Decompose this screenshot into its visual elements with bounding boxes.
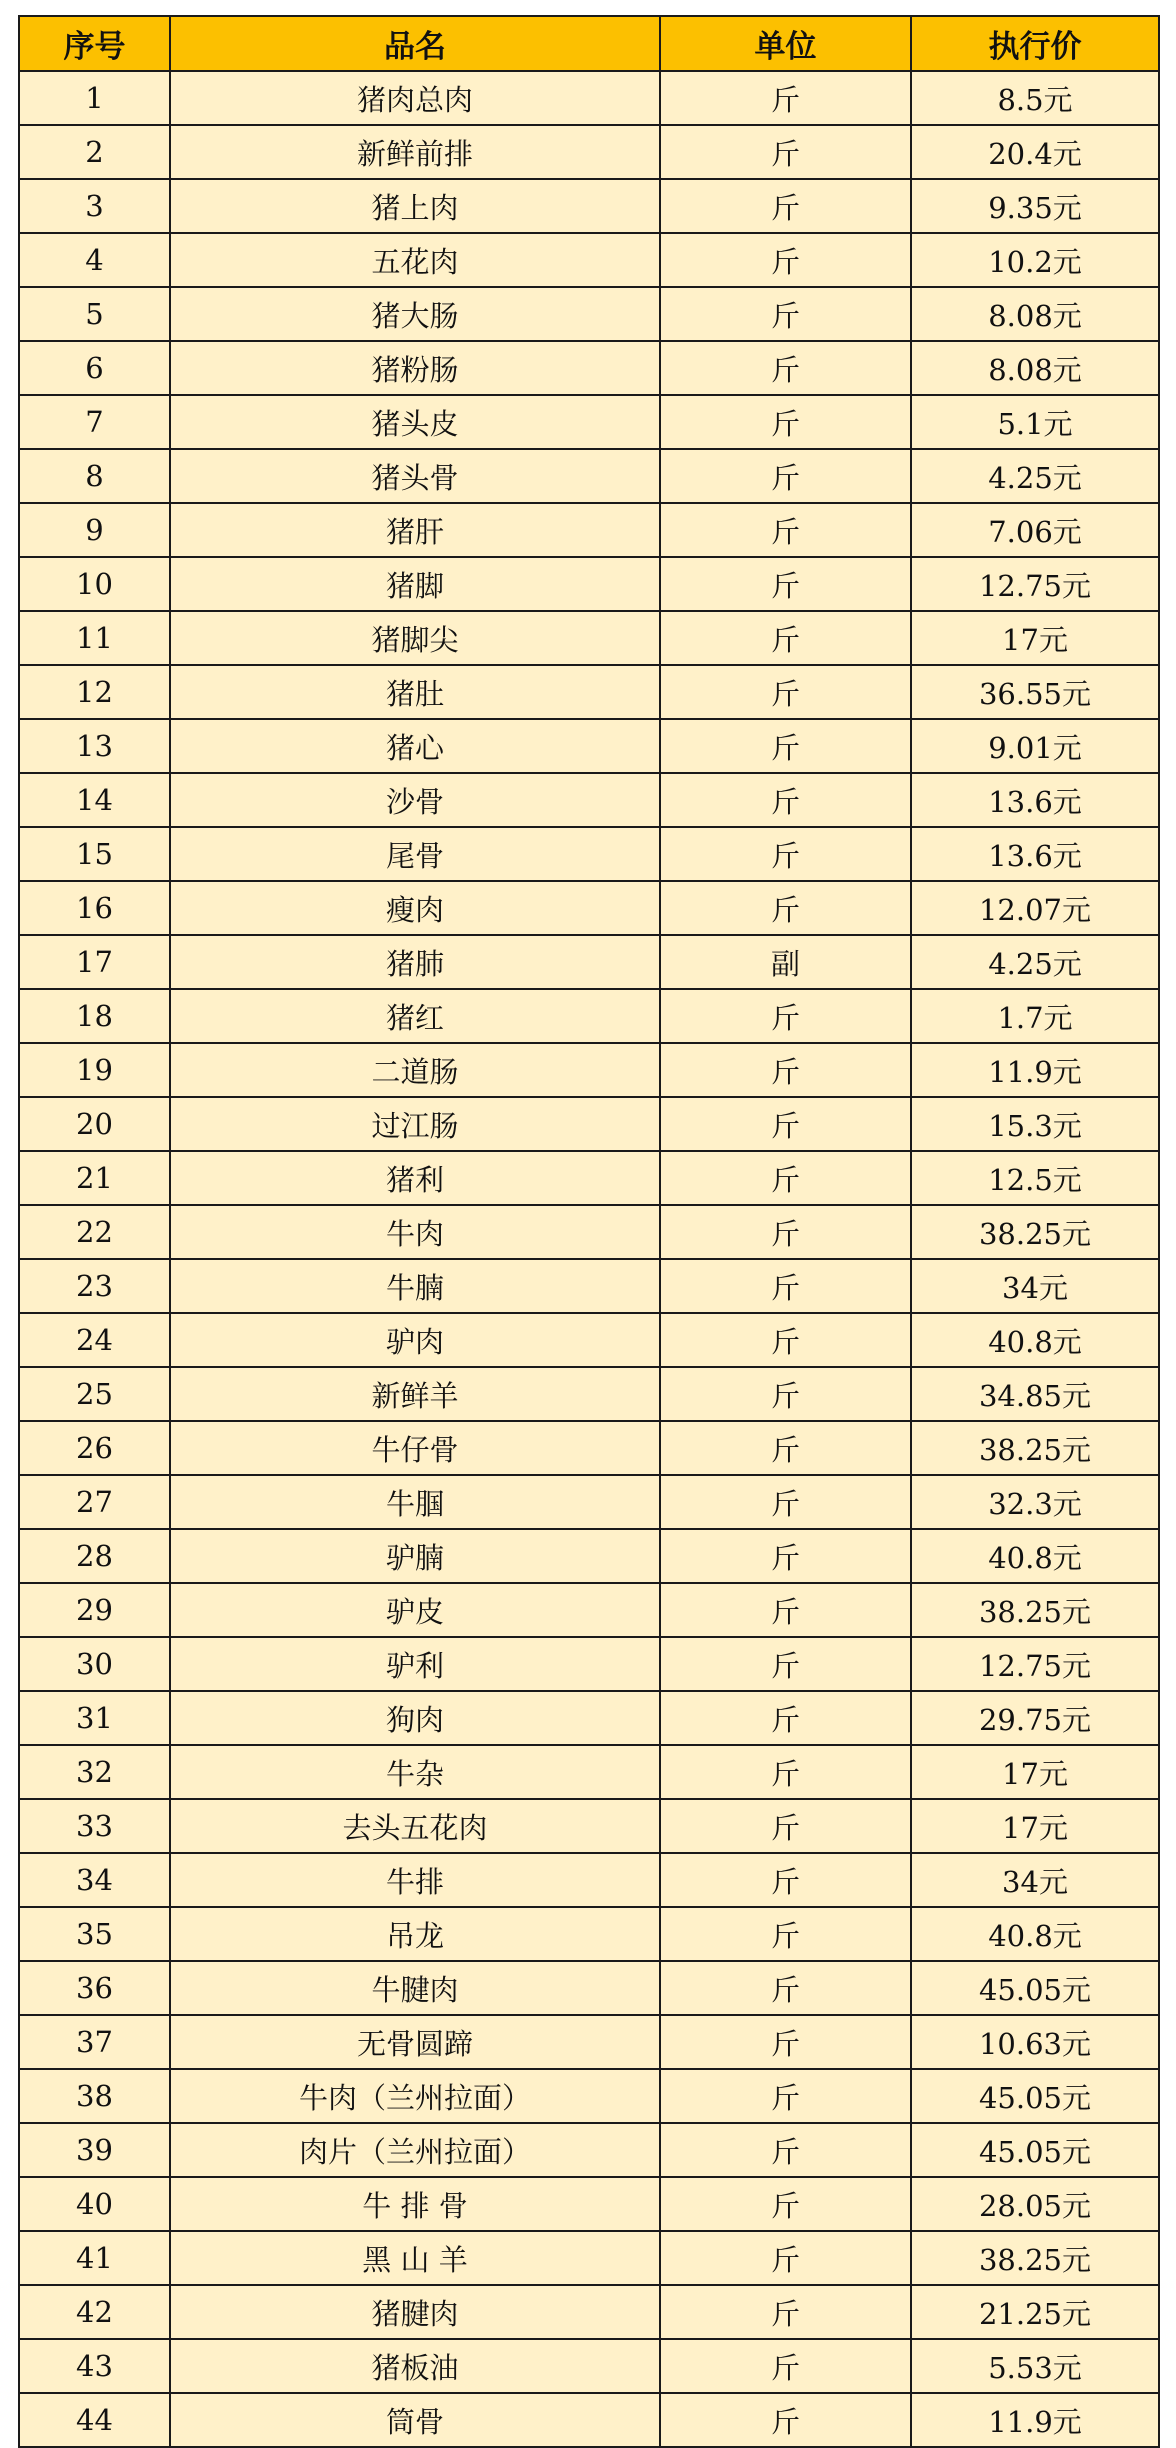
table-row bbox=[19, 665, 1159, 719]
cell-name: 猪心 bbox=[170, 719, 660, 773]
cell-unit: 斤 bbox=[660, 2393, 911, 2447]
table-row bbox=[19, 1853, 1159, 1907]
cell-unit: 斤 bbox=[660, 2015, 911, 2069]
table-row bbox=[19, 1529, 1159, 1583]
cell-index: 35 bbox=[19, 1907, 170, 1961]
cell-price: 45.05元 bbox=[911, 2069, 1159, 2123]
table-row bbox=[19, 2069, 1159, 2123]
cell-price: 21.25元 bbox=[911, 2285, 1159, 2339]
table-row bbox=[19, 1043, 1159, 1097]
cell-unit: 斤 bbox=[660, 1205, 911, 1259]
cell-unit: 斤 bbox=[660, 2069, 911, 2123]
cell-unit: 副 bbox=[660, 935, 911, 989]
cell-price: 15.3元 bbox=[911, 1097, 1159, 1151]
table-row bbox=[19, 1367, 1159, 1421]
cell-unit: 斤 bbox=[660, 2285, 911, 2339]
table-header-row bbox=[19, 16, 1159, 71]
cell-unit: 斤 bbox=[660, 449, 911, 503]
cell-name: 新鲜前排 bbox=[170, 125, 660, 179]
table-row bbox=[19, 773, 1159, 827]
cell-name: 牛肉（兰州拉面） bbox=[170, 2069, 660, 2123]
cell-name: 驴利 bbox=[170, 1637, 660, 1691]
cell-index: 24 bbox=[19, 1313, 170, 1367]
cell-price: 4.25元 bbox=[911, 449, 1159, 503]
cell-name: 猪利 bbox=[170, 1151, 660, 1205]
cell-price: 20.4元 bbox=[911, 125, 1159, 179]
cell-price: 13.6元 bbox=[911, 827, 1159, 881]
cell-index: 32 bbox=[19, 1745, 170, 1799]
table-row bbox=[19, 1907, 1159, 1961]
cell-unit: 斤 bbox=[660, 1313, 911, 1367]
cell-unit: 斤 bbox=[660, 719, 911, 773]
cell-price: 8.08元 bbox=[911, 287, 1159, 341]
cell-index: 22 bbox=[19, 1205, 170, 1259]
cell-price: 8.08元 bbox=[911, 341, 1159, 395]
cell-price: 38.25元 bbox=[911, 1421, 1159, 1475]
cell-price: 8.5元 bbox=[911, 71, 1159, 125]
cell-price: 38.25元 bbox=[911, 1205, 1159, 1259]
cell-name: 黑 山 羊 bbox=[170, 2231, 660, 2285]
cell-index: 8 bbox=[19, 449, 170, 503]
cell-index: 38 bbox=[19, 2069, 170, 2123]
cell-name: 沙骨 bbox=[170, 773, 660, 827]
cell-price: 40.8元 bbox=[911, 1313, 1159, 1367]
table-row bbox=[19, 2285, 1159, 2339]
cell-price: 45.05元 bbox=[911, 2123, 1159, 2177]
cell-index: 23 bbox=[19, 1259, 170, 1313]
cell-price: 17元 bbox=[911, 1799, 1159, 1853]
cell-name: 猪头皮 bbox=[170, 395, 660, 449]
cell-price: 11.9元 bbox=[911, 2393, 1159, 2447]
table-row bbox=[19, 2339, 1159, 2393]
table-row bbox=[19, 1205, 1159, 1259]
cell-price: 9.35元 bbox=[911, 179, 1159, 233]
cell-name: 猪腱肉 bbox=[170, 2285, 660, 2339]
cell-index: 17 bbox=[19, 935, 170, 989]
cell-name: 驴肉 bbox=[170, 1313, 660, 1367]
cell-index: 26 bbox=[19, 1421, 170, 1475]
table-row bbox=[19, 2123, 1159, 2177]
cell-price: 12.07元 bbox=[911, 881, 1159, 935]
cell-index: 2 bbox=[19, 125, 170, 179]
table-row bbox=[19, 719, 1159, 773]
table-row bbox=[19, 1097, 1159, 1151]
cell-name: 猪脚 bbox=[170, 557, 660, 611]
cell-unit: 斤 bbox=[660, 557, 911, 611]
cell-price: 10.2元 bbox=[911, 233, 1159, 287]
cell-name: 肉片（兰州拉面） bbox=[170, 2123, 660, 2177]
table-row bbox=[19, 1475, 1159, 1529]
cell-price: 12.75元 bbox=[911, 557, 1159, 611]
cell-unit: 斤 bbox=[660, 1043, 911, 1097]
cell-index: 11 bbox=[19, 611, 170, 665]
cell-unit: 斤 bbox=[660, 1745, 911, 1799]
cell-price: 9.01元 bbox=[911, 719, 1159, 773]
table-row bbox=[19, 503, 1159, 557]
cell-name: 牛仔骨 bbox=[170, 1421, 660, 1475]
cell-price: 38.25元 bbox=[911, 1583, 1159, 1637]
cell-index: 33 bbox=[19, 1799, 170, 1853]
cell-unit: 斤 bbox=[660, 2231, 911, 2285]
cell-price: 34元 bbox=[911, 1853, 1159, 1907]
cell-name: 吊龙 bbox=[170, 1907, 660, 1961]
cell-unit: 斤 bbox=[660, 1799, 911, 1853]
cell-name: 五花肉 bbox=[170, 233, 660, 287]
cell-price: 5.53元 bbox=[911, 2339, 1159, 2393]
table-body bbox=[19, 71, 1159, 2447]
cell-unit: 斤 bbox=[660, 1907, 911, 1961]
cell-index: 9 bbox=[19, 503, 170, 557]
table-row bbox=[19, 1691, 1159, 1745]
cell-index: 28 bbox=[19, 1529, 170, 1583]
cell-unit: 斤 bbox=[660, 773, 911, 827]
cell-price: 13.6元 bbox=[911, 773, 1159, 827]
price-list bbox=[18, 15, 1158, 2448]
cell-name: 牛腩 bbox=[170, 1259, 660, 1313]
cell-price: 11.9元 bbox=[911, 1043, 1159, 1097]
cell-unit: 斤 bbox=[660, 395, 911, 449]
cell-name: 牛肉 bbox=[170, 1205, 660, 1259]
cell-price: 29.75元 bbox=[911, 1691, 1159, 1745]
cell-name: 驴腩 bbox=[170, 1529, 660, 1583]
header-unit: 单位 bbox=[660, 16, 911, 71]
table-row bbox=[19, 1961, 1159, 2015]
cell-index: 42 bbox=[19, 2285, 170, 2339]
cell-price: 34.85元 bbox=[911, 1367, 1159, 1421]
cell-name: 猪肚 bbox=[170, 665, 660, 719]
cell-index: 7 bbox=[19, 395, 170, 449]
cell-index: 15 bbox=[19, 827, 170, 881]
cell-unit: 斤 bbox=[660, 1097, 911, 1151]
cell-index: 44 bbox=[19, 2393, 170, 2447]
cell-index: 29 bbox=[19, 1583, 170, 1637]
table-row bbox=[19, 1313, 1159, 1367]
cell-name: 狗肉 bbox=[170, 1691, 660, 1745]
cell-index: 3 bbox=[19, 179, 170, 233]
cell-index: 20 bbox=[19, 1097, 170, 1151]
cell-unit: 斤 bbox=[660, 233, 911, 287]
cell-name: 新鲜羊 bbox=[170, 1367, 660, 1421]
cell-name: 猪头骨 bbox=[170, 449, 660, 503]
cell-name: 二道肠 bbox=[170, 1043, 660, 1097]
cell-unit: 斤 bbox=[660, 2123, 911, 2177]
cell-unit: 斤 bbox=[660, 71, 911, 125]
cell-name: 牛腘 bbox=[170, 1475, 660, 1529]
cell-name: 无骨圆蹄 bbox=[170, 2015, 660, 2069]
table-row bbox=[19, 935, 1159, 989]
cell-unit: 斤 bbox=[660, 1421, 911, 1475]
cell-unit: 斤 bbox=[660, 1475, 911, 1529]
cell-index: 25 bbox=[19, 1367, 170, 1421]
cell-index: 37 bbox=[19, 2015, 170, 2069]
cell-name: 猪大肠 bbox=[170, 287, 660, 341]
cell-name: 猪板油 bbox=[170, 2339, 660, 2393]
cell-unit: 斤 bbox=[660, 1259, 911, 1313]
cell-name: 猪脚尖 bbox=[170, 611, 660, 665]
cell-name: 尾骨 bbox=[170, 827, 660, 881]
price-table bbox=[18, 15, 1160, 2448]
cell-index: 34 bbox=[19, 1853, 170, 1907]
cell-index: 12 bbox=[19, 665, 170, 719]
cell-price: 7.06元 bbox=[911, 503, 1159, 557]
table-row bbox=[19, 395, 1159, 449]
cell-index: 40 bbox=[19, 2177, 170, 2231]
cell-unit: 斤 bbox=[660, 1961, 911, 2015]
cell-index: 36 bbox=[19, 1961, 170, 2015]
cell-index: 39 bbox=[19, 2123, 170, 2177]
cell-name: 筒骨 bbox=[170, 2393, 660, 2447]
table-row bbox=[19, 611, 1159, 665]
cell-price: 32.3元 bbox=[911, 1475, 1159, 1529]
cell-price: 17元 bbox=[911, 1745, 1159, 1799]
cell-index: 43 bbox=[19, 2339, 170, 2393]
table-row bbox=[19, 827, 1159, 881]
cell-name: 瘦肉 bbox=[170, 881, 660, 935]
table-row bbox=[19, 1745, 1159, 1799]
cell-unit: 斤 bbox=[660, 2339, 911, 2393]
cell-unit: 斤 bbox=[660, 125, 911, 179]
cell-index: 27 bbox=[19, 1475, 170, 1529]
table-row bbox=[19, 341, 1159, 395]
cell-unit: 斤 bbox=[660, 1151, 911, 1205]
cell-name: 去头五花肉 bbox=[170, 1799, 660, 1853]
cell-unit: 斤 bbox=[660, 1367, 911, 1421]
cell-index: 30 bbox=[19, 1637, 170, 1691]
cell-price: 1.7元 bbox=[911, 989, 1159, 1043]
cell-name: 猪肺 bbox=[170, 935, 660, 989]
cell-index: 13 bbox=[19, 719, 170, 773]
cell-name: 猪红 bbox=[170, 989, 660, 1043]
cell-index: 18 bbox=[19, 989, 170, 1043]
table-row bbox=[19, 287, 1159, 341]
cell-index: 41 bbox=[19, 2231, 170, 2285]
cell-price: 17元 bbox=[911, 611, 1159, 665]
cell-price: 38.25元 bbox=[911, 2231, 1159, 2285]
cell-price: 40.8元 bbox=[911, 1907, 1159, 1961]
cell-unit: 斤 bbox=[660, 1853, 911, 1907]
table-row bbox=[19, 2231, 1159, 2285]
cell-price: 34元 bbox=[911, 1259, 1159, 1313]
cell-unit: 斤 bbox=[660, 827, 911, 881]
cell-price: 4.25元 bbox=[911, 935, 1159, 989]
table-row bbox=[19, 881, 1159, 935]
cell-unit: 斤 bbox=[660, 665, 911, 719]
cell-unit: 斤 bbox=[660, 1583, 911, 1637]
cell-index: 1 bbox=[19, 71, 170, 125]
table-row bbox=[19, 2015, 1159, 2069]
table-row bbox=[19, 449, 1159, 503]
cell-unit: 斤 bbox=[660, 179, 911, 233]
cell-price: 10.63元 bbox=[911, 2015, 1159, 2069]
cell-price: 45.05元 bbox=[911, 1961, 1159, 2015]
table-row bbox=[19, 179, 1159, 233]
cell-unit: 斤 bbox=[660, 1637, 911, 1691]
cell-unit: 斤 bbox=[660, 287, 911, 341]
table-row bbox=[19, 1259, 1159, 1313]
cell-price: 40.8元 bbox=[911, 1529, 1159, 1583]
cell-name: 猪肝 bbox=[170, 503, 660, 557]
cell-unit: 斤 bbox=[660, 341, 911, 395]
cell-name: 猪粉肠 bbox=[170, 341, 660, 395]
table-row bbox=[19, 2393, 1159, 2447]
cell-unit: 斤 bbox=[660, 2177, 911, 2231]
table-row bbox=[19, 233, 1159, 287]
cell-name: 猪上肉 bbox=[170, 179, 660, 233]
header-index: 序号 bbox=[19, 16, 170, 71]
cell-price: 36.55元 bbox=[911, 665, 1159, 719]
cell-index: 5 bbox=[19, 287, 170, 341]
table-row bbox=[19, 1583, 1159, 1637]
table-row bbox=[19, 71, 1159, 125]
cell-index: 14 bbox=[19, 773, 170, 827]
cell-index: 31 bbox=[19, 1691, 170, 1745]
table-row bbox=[19, 557, 1159, 611]
cell-unit: 斤 bbox=[660, 881, 911, 935]
header-name: 品名 bbox=[170, 16, 660, 71]
cell-price: 5.1元 bbox=[911, 395, 1159, 449]
table-row bbox=[19, 989, 1159, 1043]
table-row bbox=[19, 125, 1159, 179]
table-row bbox=[19, 1151, 1159, 1205]
cell-index: 19 bbox=[19, 1043, 170, 1097]
cell-name: 过江肠 bbox=[170, 1097, 660, 1151]
table-row bbox=[19, 1421, 1159, 1475]
cell-index: 6 bbox=[19, 341, 170, 395]
cell-unit: 斤 bbox=[660, 1691, 911, 1745]
cell-index: 4 bbox=[19, 233, 170, 287]
cell-name: 猪肉总肉 bbox=[170, 71, 660, 125]
cell-name: 驴皮 bbox=[170, 1583, 660, 1637]
cell-index: 16 bbox=[19, 881, 170, 935]
cell-unit: 斤 bbox=[660, 989, 911, 1043]
cell-price: 28.05元 bbox=[911, 2177, 1159, 2231]
cell-unit: 斤 bbox=[660, 611, 911, 665]
cell-name: 牛 排 骨 bbox=[170, 2177, 660, 2231]
cell-price: 12.5元 bbox=[911, 1151, 1159, 1205]
cell-unit: 斤 bbox=[660, 1529, 911, 1583]
cell-price: 12.75元 bbox=[911, 1637, 1159, 1691]
cell-name: 牛排 bbox=[170, 1853, 660, 1907]
table-row bbox=[19, 1637, 1159, 1691]
cell-name: 牛杂 bbox=[170, 1745, 660, 1799]
cell-unit: 斤 bbox=[660, 503, 911, 557]
cell-name: 牛腱肉 bbox=[170, 1961, 660, 2015]
header-price: 执行价 bbox=[911, 16, 1159, 71]
cell-index: 21 bbox=[19, 1151, 170, 1205]
table-row bbox=[19, 2177, 1159, 2231]
cell-index: 10 bbox=[19, 557, 170, 611]
table-row bbox=[19, 1799, 1159, 1853]
